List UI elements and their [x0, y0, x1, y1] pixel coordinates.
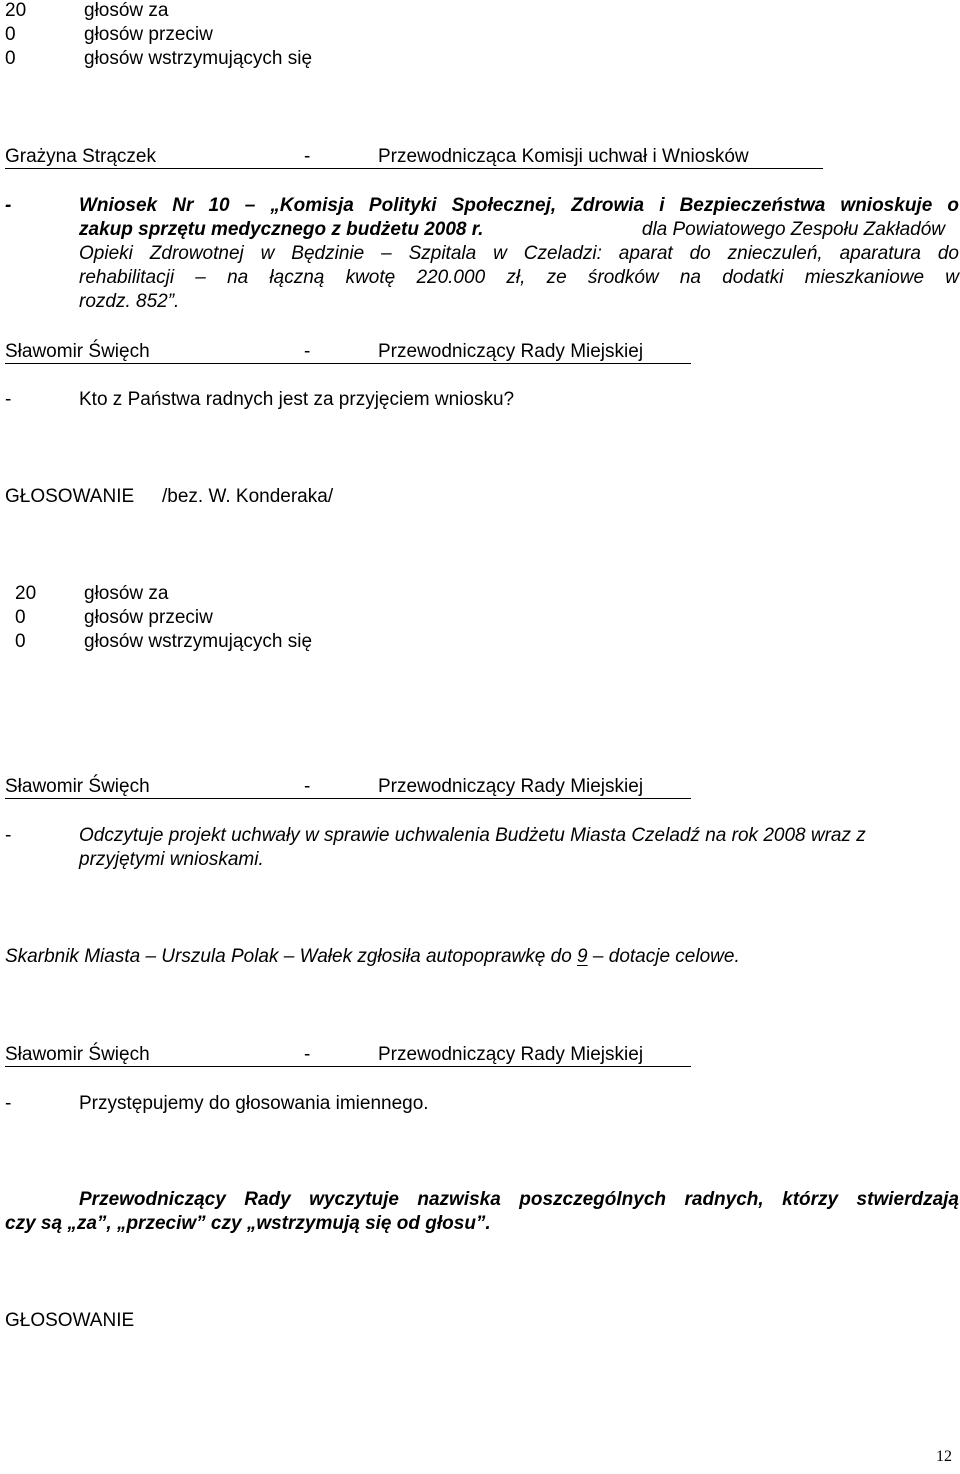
reading-line: Odczytuje projekt uchwały w sprawie uchwalenia Budżetu Miasta Czeladź na rok 2008 wraz z [79, 825, 866, 846]
speaker-separator: - [304, 341, 311, 362]
treasurer-text: Skarbnik Miasta – Urszula Polak – Wałek zgłosiła autopoprawkę do [5, 946, 578, 967]
speaker-role: Przewodniczący Rady Miejskiej [378, 341, 644, 362]
page-number: 12 [936, 1448, 952, 1465]
vote-label-abstain: głosów wstrzymujących się [84, 48, 313, 69]
speaker-name: Grażyna Strączek [5, 146, 156, 167]
vote-count-abstain: 0 [15, 631, 26, 652]
vote-label-against: głosów przeciw [84, 607, 213, 628]
vote-count-against: 0 [5, 24, 16, 45]
speaker-role: Przewodniczący Rady Miejskiej [378, 1044, 644, 1065]
speaker-name: Sławomir Święch [5, 776, 150, 797]
vote-count-for: 20 [5, 0, 27, 21]
speaker-separator: - [304, 146, 311, 167]
speaker-name: Sławomir Święch [5, 341, 150, 362]
motion-line: Wniosek Nr 10 – „Komisja Polityki Społecznej, Zdrowia i Bezpieczeństwa wnioskuje o [79, 195, 959, 216]
list-dash: - [5, 825, 12, 846]
list-dash: - [5, 389, 12, 410]
chair-note-line: Przewodniczący Rady wyczytuje nazwiska poszczególnych radnych, którzy stwierdzają [79, 1189, 959, 1210]
speaker-underline [5, 168, 823, 169]
chair-note-line: czy są „za”, „przeciw” czy „wstrzymują się od głosu”. [5, 1213, 491, 1234]
list-dash: - [5, 1093, 12, 1114]
motion-line: rehabilitacji – na łączną kwotę 220.000 zł, ze środków na dodatki mieszkaniowe w [79, 267, 959, 288]
vote-label-for: głosów za [84, 0, 169, 21]
motion-line: rozdz. 852”. [79, 291, 180, 312]
motion-line: zakup sprzętu medycznego z budżetu 2008 r. [79, 219, 484, 240]
speaker-underline [5, 1066, 691, 1067]
section-number: 9 [577, 946, 588, 967]
vote-heading-label: GŁOSOWANIE [5, 486, 135, 507]
vote-count-against: 0 [15, 607, 26, 628]
speaker-underline [5, 798, 691, 799]
vote-label-against: głosów przeciw [84, 24, 213, 45]
list-dash: - [5, 195, 12, 216]
question-text: Kto z Państwa radnych jest za przyjęciem wniosku? [79, 389, 515, 410]
vote-label-for: głosów za [84, 583, 169, 604]
speaker-separator: - [304, 1044, 311, 1065]
reading-line: przyjętymi wnioskami. [79, 849, 264, 870]
speaker-underline [5, 363, 691, 364]
roll-call-text: Przystępujemy do głosowania imiennego. [79, 1093, 429, 1114]
vote-count-for: 20 [15, 583, 37, 604]
speaker-role: Przewodnicząca Komisji uchwał i Wniosków [378, 146, 749, 167]
motion-line: dla Powiatowego Zespołu Zakładów [641, 219, 945, 240]
treasurer-note [5, 946, 740, 968]
speaker-separator: - [304, 776, 311, 797]
motion-line: Opieki Zdrowotnej w Będzinie – Szpitala w Czeladzi: aparat do znieczuleń, aparatura do [79, 243, 959, 264]
vote-count-abstain: 0 [5, 48, 16, 69]
vote-label-abstain: głosów wstrzymujących się [84, 631, 313, 652]
vote-heading-note: /bez. W. Konderaka/ [162, 486, 334, 507]
speaker-role: Przewodniczący Rady Miejskiej [378, 776, 644, 797]
final-vote-heading: GŁOSOWANIE [5, 1310, 135, 1331]
treasurer-text: – dotacje celowe. [587, 946, 740, 967]
speaker-name: Sławomir Święch [5, 1044, 150, 1065]
